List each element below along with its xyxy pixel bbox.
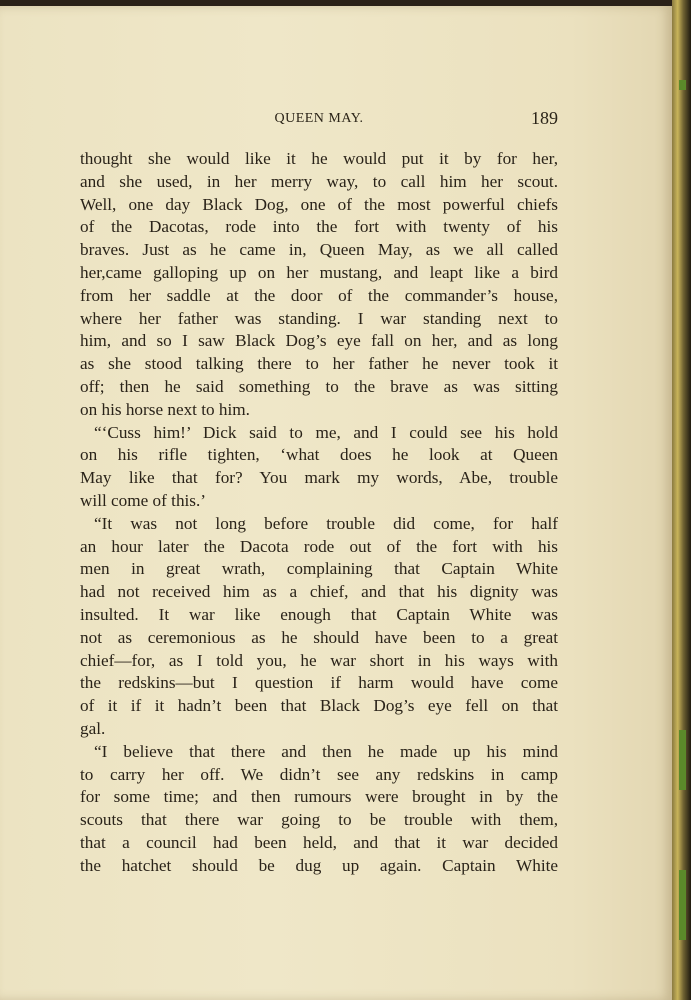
text-line: for some time; and then rumours were brought in by the [80, 787, 558, 807]
text-line: where her father was standing. I war standing next to [80, 308, 558, 328]
text-line: “I believe that there and then he made up his mind [94, 741, 558, 761]
text-line: braves. Just as he came in, Queen May, as we all called [80, 240, 558, 260]
text-line: an hour later the Dacota rode out of the fort with his [80, 536, 558, 556]
text-line: “‘Cuss him!’ Dick said to me, and I could see his hold [94, 422, 558, 442]
text-line: gal. [80, 718, 106, 738]
text-line: insulted. It war like enough that Captain White was [80, 604, 558, 624]
spine-marking [679, 870, 686, 940]
page-number: 189 [531, 108, 558, 128]
text-line: off; then he said something to the brave as was sitting [80, 376, 558, 396]
text-line: from her saddle at the door of the commander’s house, [80, 285, 558, 305]
spine-marking [679, 730, 686, 790]
text-line: May like that for? You mark my words, Abe, trouble [80, 468, 558, 488]
text-line: him, and so I saw Black Dog’s eye fall on her, and as long [80, 331, 558, 351]
text-line: not as ceremonious as he should have been to a great [80, 627, 558, 647]
text-line: men in great wrath, complaining that Captain White [80, 559, 558, 579]
text-line: “It was not long before trouble did come, for half [94, 513, 558, 533]
text-line: on his rifle tighten, ‘what does he look at Queen [80, 445, 558, 465]
text-line: on his horse next to him. [80, 399, 250, 419]
text-line: Well, one day Black Dog, one of the most powerful chiefs [80, 194, 558, 214]
text-line: thought she would like it he would put it by for her, [80, 149, 558, 168]
running-title: QUEEN MAY. [274, 111, 364, 126]
text-line: her,came galloping up on her mustang, and leapt like a bird [80, 262, 558, 282]
text-line: and she used, in her merry way, to call him her scout. [80, 171, 558, 191]
text-line: will come of this.’ [80, 490, 207, 510]
text-line: of the Dacotas, rode into the fort with twenty of his [80, 217, 558, 237]
text-line: the redskins—but I question if harm would have come [80, 673, 558, 693]
body-text [80, 148, 558, 878]
text-line: scouts that there war going to be trouble with them, [80, 810, 558, 830]
running-head [80, 108, 558, 135]
text-line: as she stood talking there to her father he never took it [80, 354, 558, 374]
text-line: had not received him as a chief, and that his dignity was [80, 582, 558, 602]
text-line: of it if it hadn’t been that Black Dog’s eye fell on that [80, 696, 558, 716]
text-line: that a council had been held, and that it war decided [80, 832, 558, 852]
text-line: the hatchet should be dug up again. Captain White [80, 855, 558, 875]
spine-marking [679, 80, 686, 90]
book-spine [672, 0, 691, 1000]
text-line: chief—for, as I told you, he war short in his ways with [80, 650, 558, 670]
text-line: to carry her off. We didn’t see any redskins in camp [80, 764, 558, 784]
